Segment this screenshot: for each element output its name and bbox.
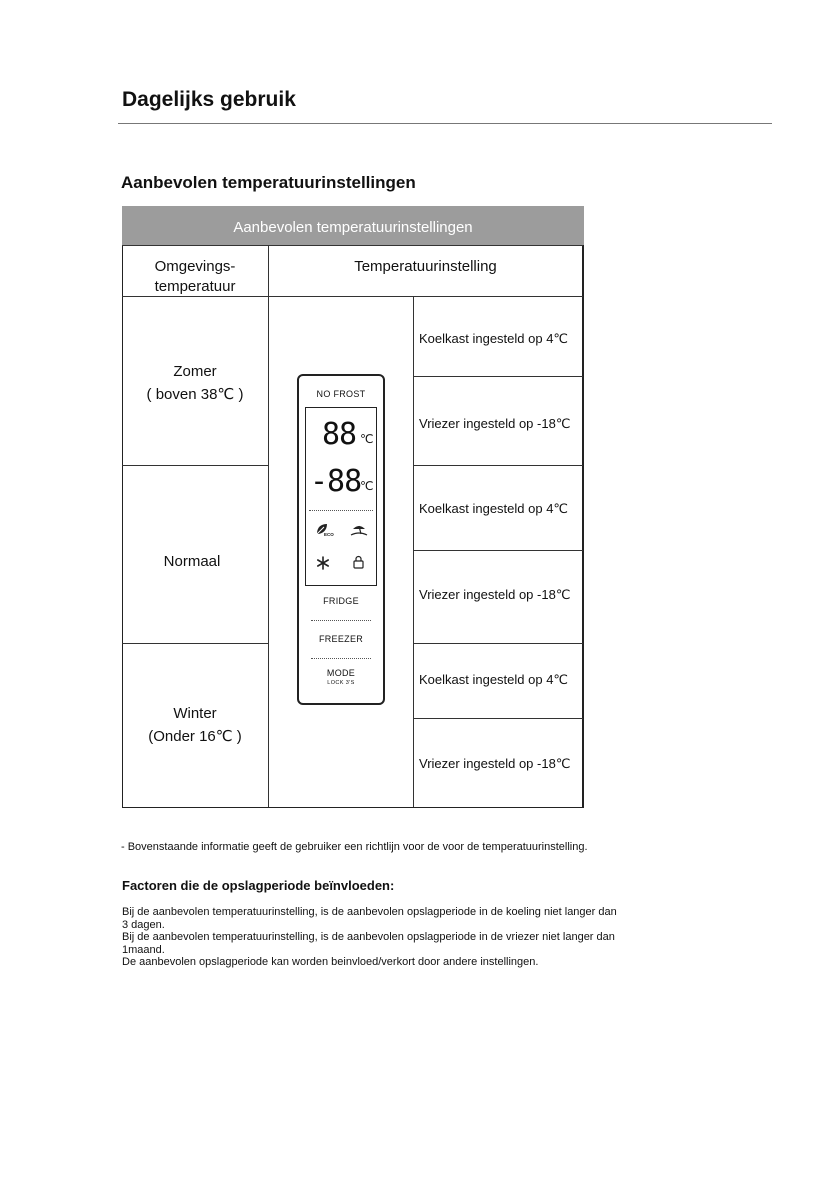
lock-icon xyxy=(353,555,364,569)
column-divider xyxy=(413,296,414,807)
row-divider xyxy=(413,376,583,377)
eco-label: ECO xyxy=(324,532,334,537)
button-divider xyxy=(311,658,371,659)
factors-line: Bij de aanbevolen temperatuurinstelling, is de aanbevolen opslagperiode in de koeling niet langer dan xyxy=(122,906,617,918)
fridge-setting: Koelkast ingesteld op 4℃ xyxy=(419,501,569,516)
factors-line: Bij de aanbevolen temperatuurinstelling, is de aanbevolen opslagperiode in de vriezer niet langer dan xyxy=(122,931,615,943)
factors-title: Factoren die de opslagperiode beïnvloeden: xyxy=(122,878,395,893)
freezer-button-label: FREEZER xyxy=(318,634,364,644)
factors-line: 3 dagen. xyxy=(122,918,165,931)
row-divider xyxy=(122,245,583,246)
title-divider xyxy=(118,123,772,124)
display-divider xyxy=(309,510,373,511)
mode-button-label: MODE xyxy=(326,668,356,678)
freezer-setting: Vriezer ingesteld op -18℃ xyxy=(419,416,571,431)
fridge-unit: ℃ xyxy=(360,432,374,446)
freezer-setting: Vriezer ingesteld op -18℃ xyxy=(419,756,571,771)
no-frost-label: NO FROST xyxy=(316,389,366,399)
factors-line: De aanbevolen opslagperiode kan worden beinvloed/verkort door andere instellingen. xyxy=(122,956,539,968)
table-header: Aanbevolen temperatuurinstellingen xyxy=(122,206,584,245)
button-divider xyxy=(311,620,371,621)
fridge-setting: Koelkast ingesteld op 4℃ xyxy=(419,672,569,687)
row-divider xyxy=(122,465,268,466)
guideline-note: - Bovenstaande informatie geeft de gebruiker een richtlijn voor de voor de temperatuurinstelling. xyxy=(121,841,588,853)
factors-body xyxy=(122,906,722,969)
lock-hint-label: LOCK 3'S xyxy=(327,680,355,686)
row-divider xyxy=(413,718,583,719)
column-divider xyxy=(268,245,269,807)
page-title: Dagelijks gebruik xyxy=(122,88,296,111)
freezer-temperature-digits: -88 xyxy=(310,464,362,499)
fridge-temperature-digits: 88 xyxy=(322,417,357,452)
row-divider xyxy=(413,643,583,644)
season-normal: Normaal xyxy=(163,553,221,570)
super-freeze-icon xyxy=(316,556,330,570)
factors-line: 1maand. xyxy=(122,943,165,956)
row-divider xyxy=(413,550,583,551)
temperature-setting-header: Temperatuurinstelling xyxy=(354,258,497,275)
season-winter: Winter (Onder 16℃ ) xyxy=(148,705,242,745)
freezer-unit: ℃ xyxy=(360,479,374,493)
row-divider xyxy=(413,465,583,466)
freezer-setting: Vriezer ingesteld op -18℃ xyxy=(419,587,571,602)
holiday-icon xyxy=(350,523,368,536)
season-summer: Zomer ( boven 38℃ ) xyxy=(146,363,244,403)
row-divider xyxy=(122,643,268,644)
fridge-setting: Koelkast ingesteld op 4℃ xyxy=(419,331,569,346)
section-title: Aanbevolen temperatuurinstellingen xyxy=(121,173,416,192)
fridge-button-label: FRIDGE xyxy=(323,596,359,606)
ambient-temperature-header: Omgevings- temperatuur xyxy=(154,258,236,295)
